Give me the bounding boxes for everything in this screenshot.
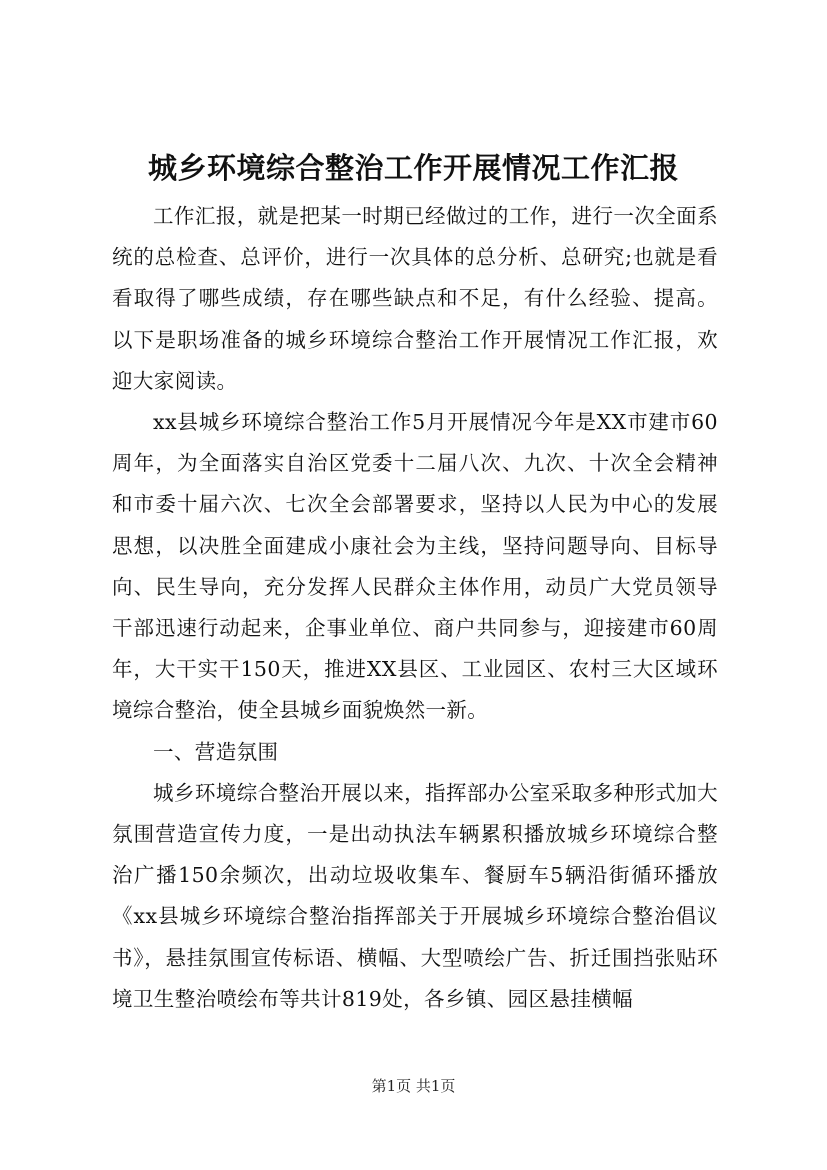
page-footer: 第1页 共1页 (371, 1077, 456, 1095)
section-paragraph: 城乡环境综合整治开展以来，指挥部办公室采取多种形式加大氛围营造宣传力度，一是出动执法车辆累积播放城乡环境综合整治广播150余频次，出动垃圾收集车、餐厨车5辆沿街循环播放《xx县城乡环境综合整治指挥部关于开展城乡环境综合整治倡议书》，悬挂氛围宣传标语、横幅、大型喷绘广告、折迁围挡张贴环境卫生整治喷绘布等共计819处，各乡镇、园区悬挂横幅 (112, 780, 718, 1011)
document-body (112, 196, 718, 1020)
document-title: 城乡环境综合整治工作开展情况工作汇报 (147, 151, 679, 185)
intro-paragraph: 工作汇报，就是把某一时期已经做过的工作，进行一次全面系统的总检查、总评价，进行一次具体的总分析、总研究;也就是看看取得了哪些成绩，存在哪些缺点和不足，有什么经验、提高。以下是职场准备的城乡环境综合整治工作开展情况工作汇报，欢迎大家阅读。 (112, 204, 718, 393)
report-paragraph: xx县城乡环境综合整治工作5月开展情况今年是XX市建市60周年，为全面落实自治区党委十二届八次、九次、十次全会精神和市委十届六次、七次全会部署要求，坚持以人民为中心的发展思想，以决胜全面建成小康社会为主线，坚持问题导向、目标导向、民生导向，充分发挥人民群众主体作用，动员广大党员领导干部迅速行动起来，企事业单位、商户共同参与，迎接建市60周年，大干实干150天，推进XX县区、工业园区、农村三大区域环境综合整治，使全县城乡面貌焕然一新。 (112, 410, 718, 723)
section-heading: 一、营造氛围 (153, 739, 279, 764)
